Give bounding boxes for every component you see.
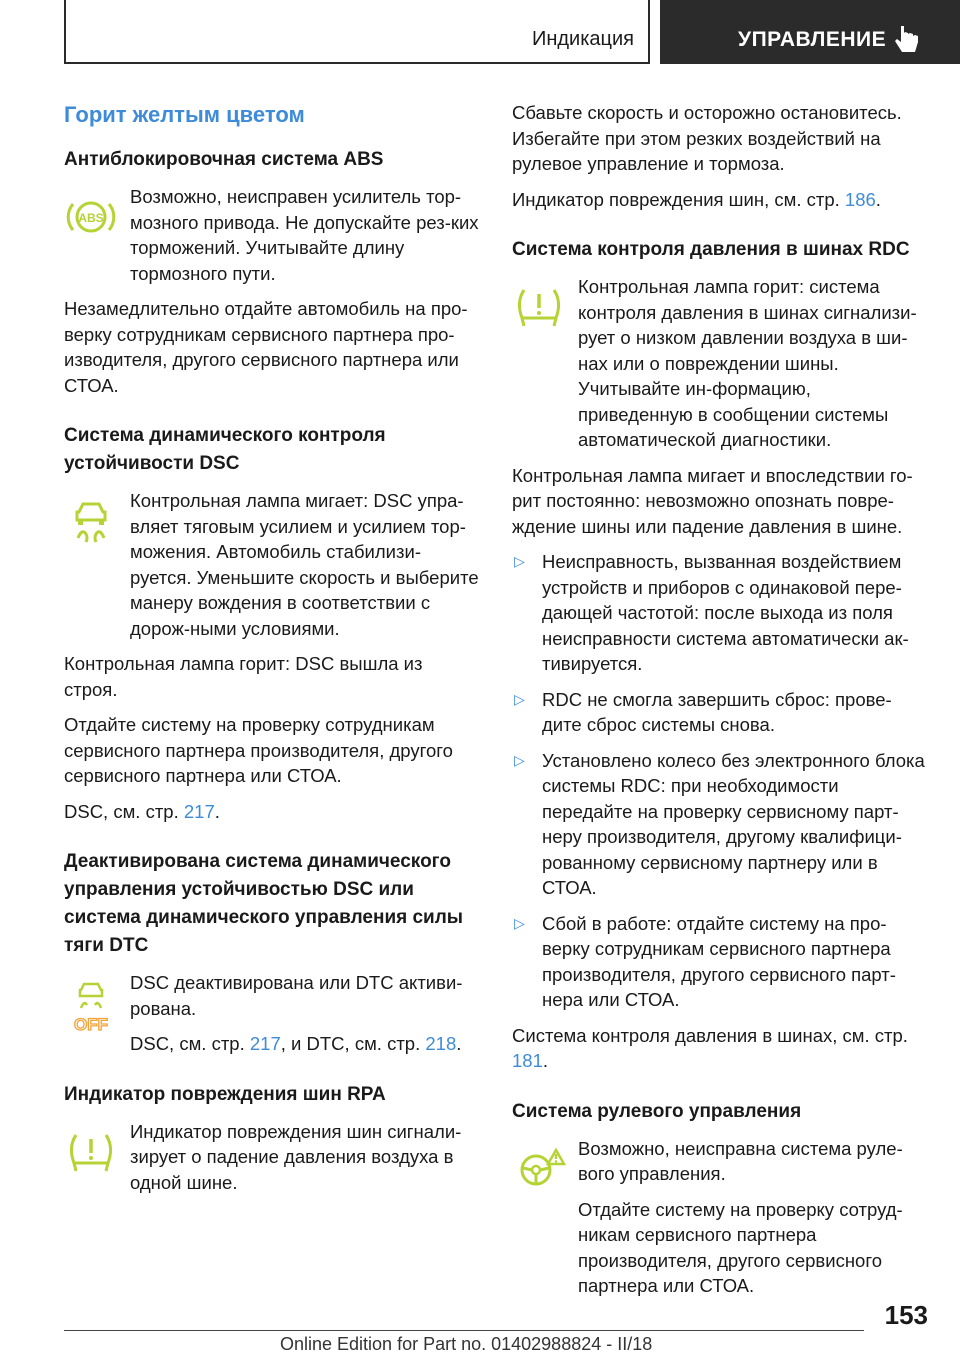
- svg-text:OFF: OFF: [74, 1015, 108, 1032]
- dsc-paragraph-3: Отдайте систему на проверку сотрудникам сервисного партнера производителя, другого сервисного партнера или СТОА.: [64, 714, 453, 786]
- header-chapter-label: УПРАВЛЕНИЕ: [738, 28, 887, 51]
- dsc-page-link-2[interactable]: 217: [249, 1033, 281, 1054]
- hand-pointer-icon: [893, 24, 923, 56]
- dsc-reference: DSC, см. стр. 217.: [64, 800, 220, 822]
- abs-heading: Антиблокировочная система ABS: [64, 149, 384, 170]
- svg-text:ABS: ABS: [78, 211, 104, 225]
- header-section-label: Индикация: [531, 28, 634, 50]
- header-section-box: [64, 0, 650, 64]
- triangle-bullet-icon: ▷: [514, 690, 525, 707]
- abs-paragraph-2: Незамедлительно отдайте автомобиль на про-верку сотрудникам сервисного партнера про-изводителя, другого сервисного партнера или СТОА.: [64, 298, 468, 396]
- rdc-paragraph-1: Контрольная лампа горит: система контроля давления в шинах сигнализи-рует о низком давлении воздуха в ши-нах или о повреждении шины. Учитывайте ин-формацию, приведенную в сообщении системы автоматической диагностики.: [578, 276, 917, 450]
- triangle-bullet-icon: ▷: [514, 914, 525, 931]
- dtc-heading: Деактивирована система динамического управления устойчивостью DSC или система динамического управления силы тяги DTC: [64, 851, 464, 956]
- dsc-page-link[interactable]: 217: [183, 800, 215, 822]
- rpa-paragraph-1: Индикатор повреждения шин сигнали-зирует о падение давления воздуха в одной шине.: [130, 1120, 462, 1193]
- triangle-bullet-icon: ▷: [514, 553, 525, 569]
- steering-warning-icon: [512, 1144, 566, 1194]
- dtc-page-link[interactable]: 218: [425, 1033, 457, 1054]
- dtc-paragraph-1: DSC деактивирована или DTC активи-рована.: [130, 972, 463, 1019]
- dsc-block: [64, 488, 480, 641]
- steering-paragraph-2: Отдайте систему на проверку сотруд-никам сервисного партнера производителя, другого сервисного партнера или СТОА.: [578, 1198, 903, 1296]
- footer-divider: [64, 1330, 864, 1331]
- list-item: ▷ RDC не смогла завершить сброс: прове-дите сброс системы снова.: [514, 688, 892, 735]
- rpa-page-link[interactable]: 186: [844, 188, 876, 210]
- rpa-reference: Индикатор повреждения шин, см. стр. 186.: [512, 188, 881, 210]
- dtc-reference: DSC, см. стр. 217, и DTC, см. стр. 218.: [130, 1033, 462, 1054]
- rdc-bullet-list: [512, 549, 928, 1013]
- list-item: ▷ Сбой в работе: отдайте систему на про-верку сотрудникам сервисного партнера производителя, другого сервисного парт-нера или СТОА.: [514, 912, 896, 1010]
- page-number: 153: [884, 1300, 928, 1330]
- section-title: Горит желтым цветом: [64, 102, 305, 127]
- list-item: ▷ Неисправность, вызванная воздействием устройств и приборов с одинаковой пере-дающей частотой: после выхода из поля неисправности система автоматически ак-тивируется.: [514, 551, 909, 674]
- rdc-page-link[interactable]: 181: [512, 1050, 543, 1071]
- footer-edition: Online Edition for Part no. 01402988824 - II/18: [280, 1334, 653, 1354]
- dsc-heading: Система динамического контроля устойчивости DSC: [64, 425, 386, 474]
- dtc-block: [64, 970, 480, 1057]
- list-item: ▷ Установлено колесо без электронного блока системы RDC: при необходимости передайте на проверку сервисному парт-неру производителя, другому квалифици-рованному сервисному партнеру или в СТОА.: [514, 749, 925, 898]
- rdc-paragraph-2: Контрольная лампа мигает и впоследствии го-рит постоянно: невозможно опознать повре-ждение шины или падение давления в шине.: [512, 464, 913, 537]
- rdc-heading: Система контроля давления в шинах RDC: [512, 239, 910, 260]
- steering-paragraph-1: Возможно, неисправна система руле-вого управления.: [578, 1137, 903, 1184]
- steering-heading: Система рулевого управления: [512, 1100, 802, 1122]
- left-column: [64, 100, 480, 1195]
- rdc-block: [512, 274, 928, 453]
- rpa-continued-paragraph: Сбавьте скорость и осторожно остановитесь. Избегайте при этом резких воздействий на рулевое управление и тормоза.: [512, 102, 902, 174]
- abs-block: [64, 184, 480, 286]
- dsc-paragraph-1: Контрольная лампа мигает: DSC упра-вляет тяговым усилием и усилием тор-можения. Автомобиль стабилизи-руется. Уменьшите скорость и выберите манеру вождения в соответствии с дорож-ными условиями.: [130, 490, 479, 639]
- rpa-block: [64, 1119, 480, 1196]
- abs-warning-icon: [64, 192, 118, 242]
- rdc-reference: Система контроля давления в шинах, см. стр. 181.: [512, 1024, 908, 1071]
- steering-block: [512, 1136, 928, 1299]
- abs-paragraph-1: Возможно, неисправен усилитель тор-мозного привода. Не допускайте рез-ких торможений. Учитывайте длину тормозного пути.: [130, 186, 479, 284]
- tire-pressure-icon: [64, 1127, 118, 1177]
- dsc-off-icon: [64, 978, 118, 1032]
- dsc-icon: [64, 496, 118, 546]
- tire-pressure-icon: [512, 282, 566, 332]
- dsc-paragraph-2: Контрольная лампа горит: DSC вышла из строя.: [64, 653, 423, 700]
- right-column: [512, 100, 928, 1309]
- triangle-bullet-icon: ▷: [514, 751, 525, 768]
- rpa-heading: Индикатор повреждения шин RPA: [64, 1083, 386, 1105]
